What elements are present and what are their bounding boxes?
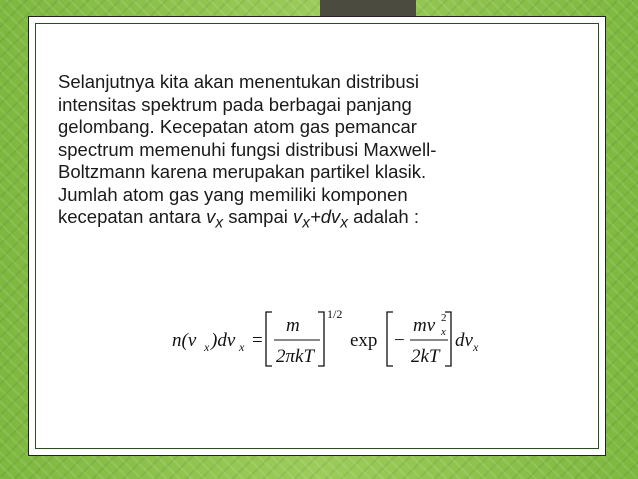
formula-lhs-sub2: x (239, 340, 245, 354)
sub-x3: x (340, 214, 348, 232)
formula-lhs-sub: x (204, 340, 210, 354)
formula-minus: − (394, 330, 405, 351)
formula-equals: = (252, 330, 263, 351)
frac2-denominator: 2kT (411, 346, 440, 367)
slide-body-text (58, 71, 528, 235)
text-line-6: Jumlah atom gas yang memiliki komponen (58, 183, 408, 205)
bracket-left-2 (387, 312, 393, 366)
sub-x: x (215, 214, 224, 232)
var-plus-dv: +dv (309, 206, 341, 227)
text-line-3: gelombang. Kecepatan atom gas pemancar (58, 116, 417, 137)
text-line-1: Selanjutnya kita akan menentukan distribusi (58, 71, 419, 92)
formula-rhs-sub: x (473, 340, 479, 354)
text-line-2: intensitas spektrum pada berbagai panjang (58, 93, 412, 115)
formula-rhs: dv (455, 330, 473, 351)
maxwell-boltzmann-formula (0, 304, 638, 376)
formula-lhs: n(v (172, 330, 197, 351)
frac1-denominator: 2πkT (276, 346, 315, 367)
formula-power: 1/2 (327, 307, 343, 321)
text-line-7-middle: sampai (223, 206, 293, 227)
frac1-numerator: m (286, 315, 300, 336)
formula-lhs-close: )dv (211, 330, 236, 351)
text-line-7 (58, 206, 528, 235)
text-line-5: Boltzmann karena merupakan partikel klasik. (58, 161, 427, 182)
text-line-7-prefix: kecepatan antara (58, 206, 207, 227)
text-line-4: spectrum memenuhi fungsi distribusi Maxwell- (58, 138, 437, 160)
bracket-left-1 (266, 312, 272, 366)
frac2-numerator-sub: x (441, 326, 446, 338)
sub-x2: x (302, 214, 310, 232)
text-line-7-suffix: adalah : (347, 206, 419, 227)
formula-exp: exp (350, 330, 378, 351)
var-v: v (206, 206, 216, 227)
formula-svg (0, 304, 638, 376)
frac2-numerator-sup: 2 (441, 312, 447, 324)
bracket-right-1 (318, 312, 324, 366)
var-v2: v (292, 206, 303, 227)
frac2-numerator: mv (413, 315, 436, 336)
